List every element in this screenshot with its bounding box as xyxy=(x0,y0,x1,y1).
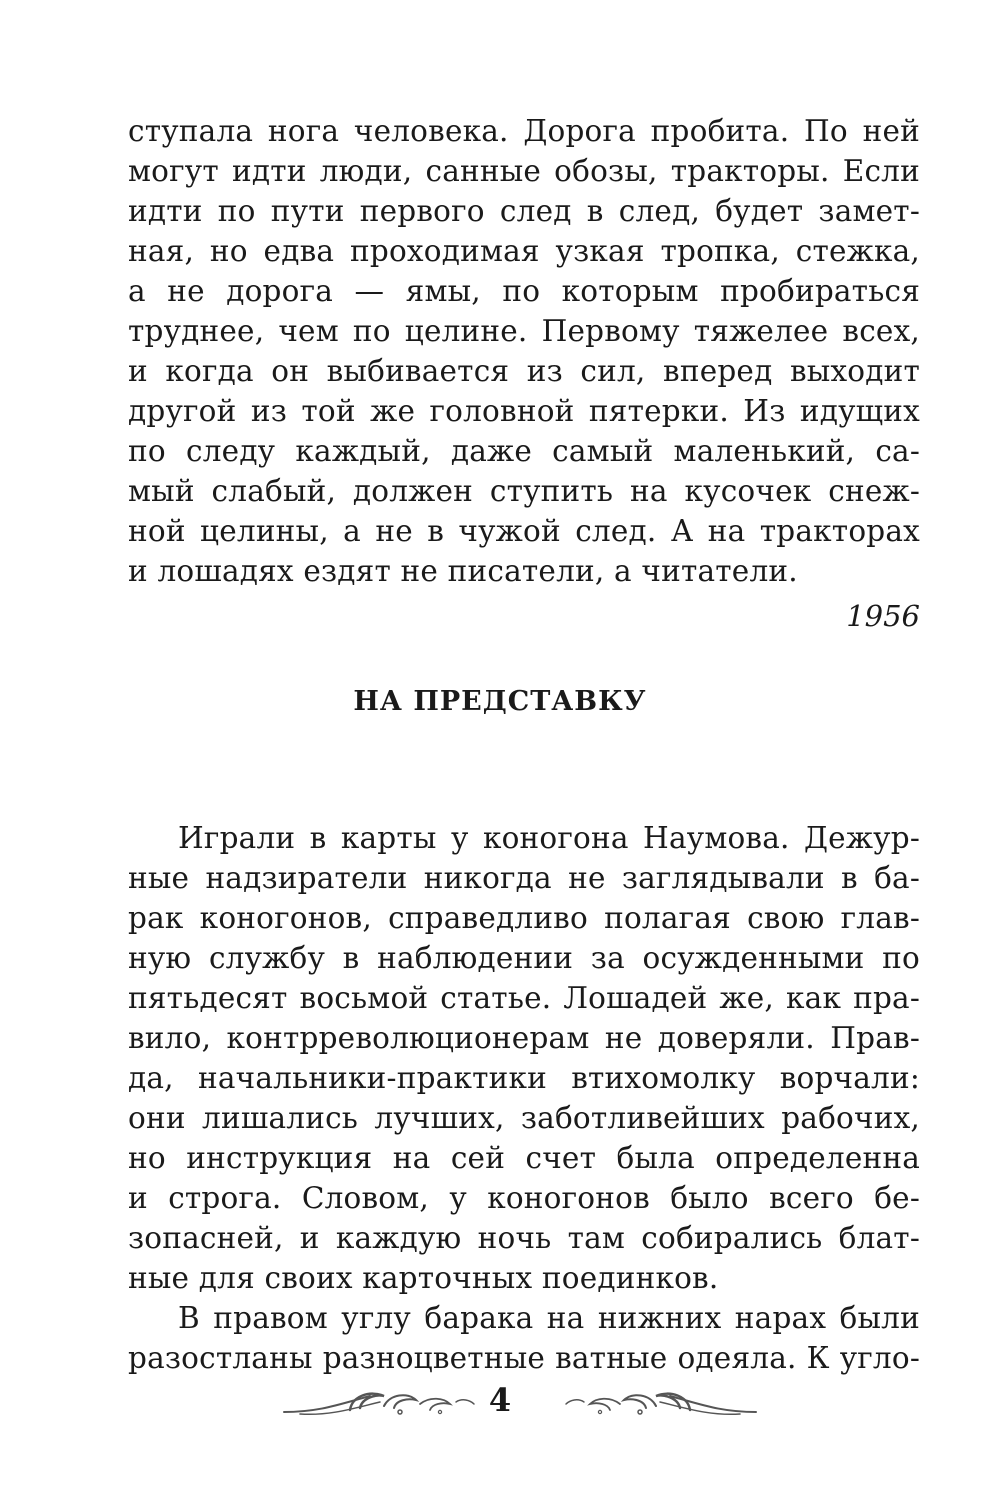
text-line: ной целины, а не в чужой след. А на тракторах xyxy=(128,514,920,548)
text-line: но инструкция на сей счет была определенна xyxy=(128,1141,920,1175)
text-line: и строга. Словом, у коногонов было всего бе- xyxy=(128,1181,920,1215)
text-line: мый слабый, должен ступить на кусочек снеж- xyxy=(128,474,920,508)
page-footer xyxy=(0,1372,1000,1432)
story-date: 1956 xyxy=(846,599,920,633)
text-line: да, начальники-практики втихомолку ворчали: xyxy=(128,1061,920,1095)
text-line: по следу каждый, даже самый маленький, са- xyxy=(128,434,920,468)
chapter-title: НА ПРЕДСТАВКУ xyxy=(353,686,647,717)
text-line: они лишались лучших, заботливейших рабочих, xyxy=(128,1101,920,1135)
text-line: могут идти люди, санные обозы, тракторы. Если xyxy=(128,154,920,188)
text-line: рак коногонов, справедливо полагая свою глав- xyxy=(128,901,920,935)
text-line: ступала нога человека. Дорога пробита. По ней xyxy=(128,114,920,148)
text-line: идти по пути первого след в след, будет замет- xyxy=(128,194,920,228)
text-line: ную службу в наблюдении за осужденными по xyxy=(128,941,920,975)
text-block-chapter xyxy=(128,818,920,1378)
text-line: другой из той же головной пятерки. Из идущих xyxy=(128,394,920,428)
text-line: Играли в карты у коногона Наумова. Дежур- xyxy=(178,821,920,855)
text-block-ending xyxy=(128,111,920,591)
text-line: пятьдесят восьмой статье. Лошадей же, как пра- xyxy=(128,981,920,1015)
text-line: ная, но едва проходимая узкая тропка, стежка, xyxy=(128,234,920,268)
text-line: труднее, чем по целине. Первому тяжелее всех, xyxy=(128,314,920,348)
text-line: и когда он выбивается из сил, вперед выходит xyxy=(128,354,920,388)
text-line: В правом углу барака на нижних нарах были xyxy=(178,1301,920,1335)
text-line: ные надзиратели никогда не заглядывали в ба- xyxy=(128,861,920,895)
page-number: 4 xyxy=(488,1381,512,1419)
text-line: и лошадях ездят не писатели, а читатели. xyxy=(128,554,798,588)
text-line: а не дорога — ямы, по которым пробираться xyxy=(128,274,920,308)
text-line: зопасней, и каждую ночь там собирались блат- xyxy=(128,1221,920,1255)
text-line: ные для своих карточных поединков. xyxy=(128,1261,719,1295)
text-line: вило, контрреволюционерам не доверяли. Прав- xyxy=(128,1021,920,1055)
text-line: разостланы разноцветные ватные одеяла. К угло- xyxy=(128,1341,920,1375)
